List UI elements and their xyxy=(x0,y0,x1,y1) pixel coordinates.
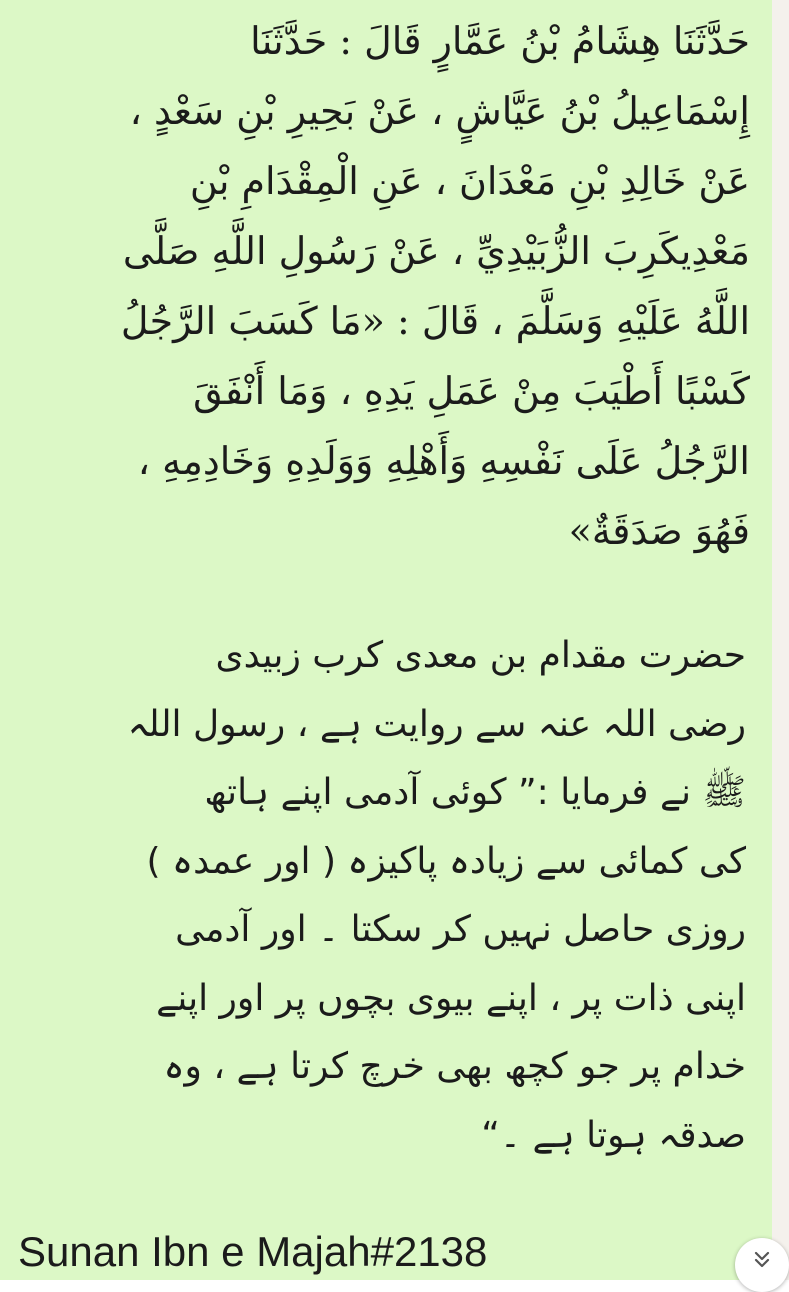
hadith-reference: Sunan Ibn e Majah#2138 xyxy=(18,1228,488,1275)
arabic-hadith-text: حَدَّثَنَا هِشَامُ بْنُ عَمَّارٍ قَالَ : حَدَّثَنَا إِسْمَاعِيلُ بْنُ عَيَّاشٍ ، عَنْ بَحِيرِ بْنِ سَعْدٍ ، عَنْ خَالِدِ بْنِ مَعْدَانَ ، عَنِ الْمِقْدَامِ بْنِ مَعْدِيكَرِبَ الزُّبَيْدِيِّ ، عَنْ رَسُولِ اللَّهِ صَلَّى اللَّهُ عَلَيْهِ وَسَلَّمَ ، قَالَ : «مَا كَسَبَ الرَّجُلُ كَسْبًا أَطْيَبَ مِنْ عَمَلِ يَدِهِ ، وَمَا أَنْفَقَ الرَّجُلُ عَلَى نَفْسِهِ وَأَهْلِهِ وَوَلَدِهِ وَخَادِمِهِ ، فَهُوَ صَدَقَةٌ» xyxy=(120,19,750,553)
double-chevron-down-icon xyxy=(750,1248,774,1272)
scroll-to-bottom-button[interactable] xyxy=(735,1238,789,1292)
urdu-translation-text: حضرت مقدام بن معدی کرب زبیدی رضی اللہ عنہ سے روایت ہے ، رسول اللہ ﷺ نے فرمایا :” کوئی آدمی اپنے ہاتھ کی کمائی سے زیادہ پاکیزہ ( اور عمدہ ) روزی حاصل نہیں کر سکتا ۔ اور آدمی اپنی ذات پر ، اپنے بیوی بچوں پر اور اپنے خدام پر جو کچھ بھی خرچ کرتا ہے ، وہ صدقہ ہوتا ہے ۔“ xyxy=(127,635,746,1156)
